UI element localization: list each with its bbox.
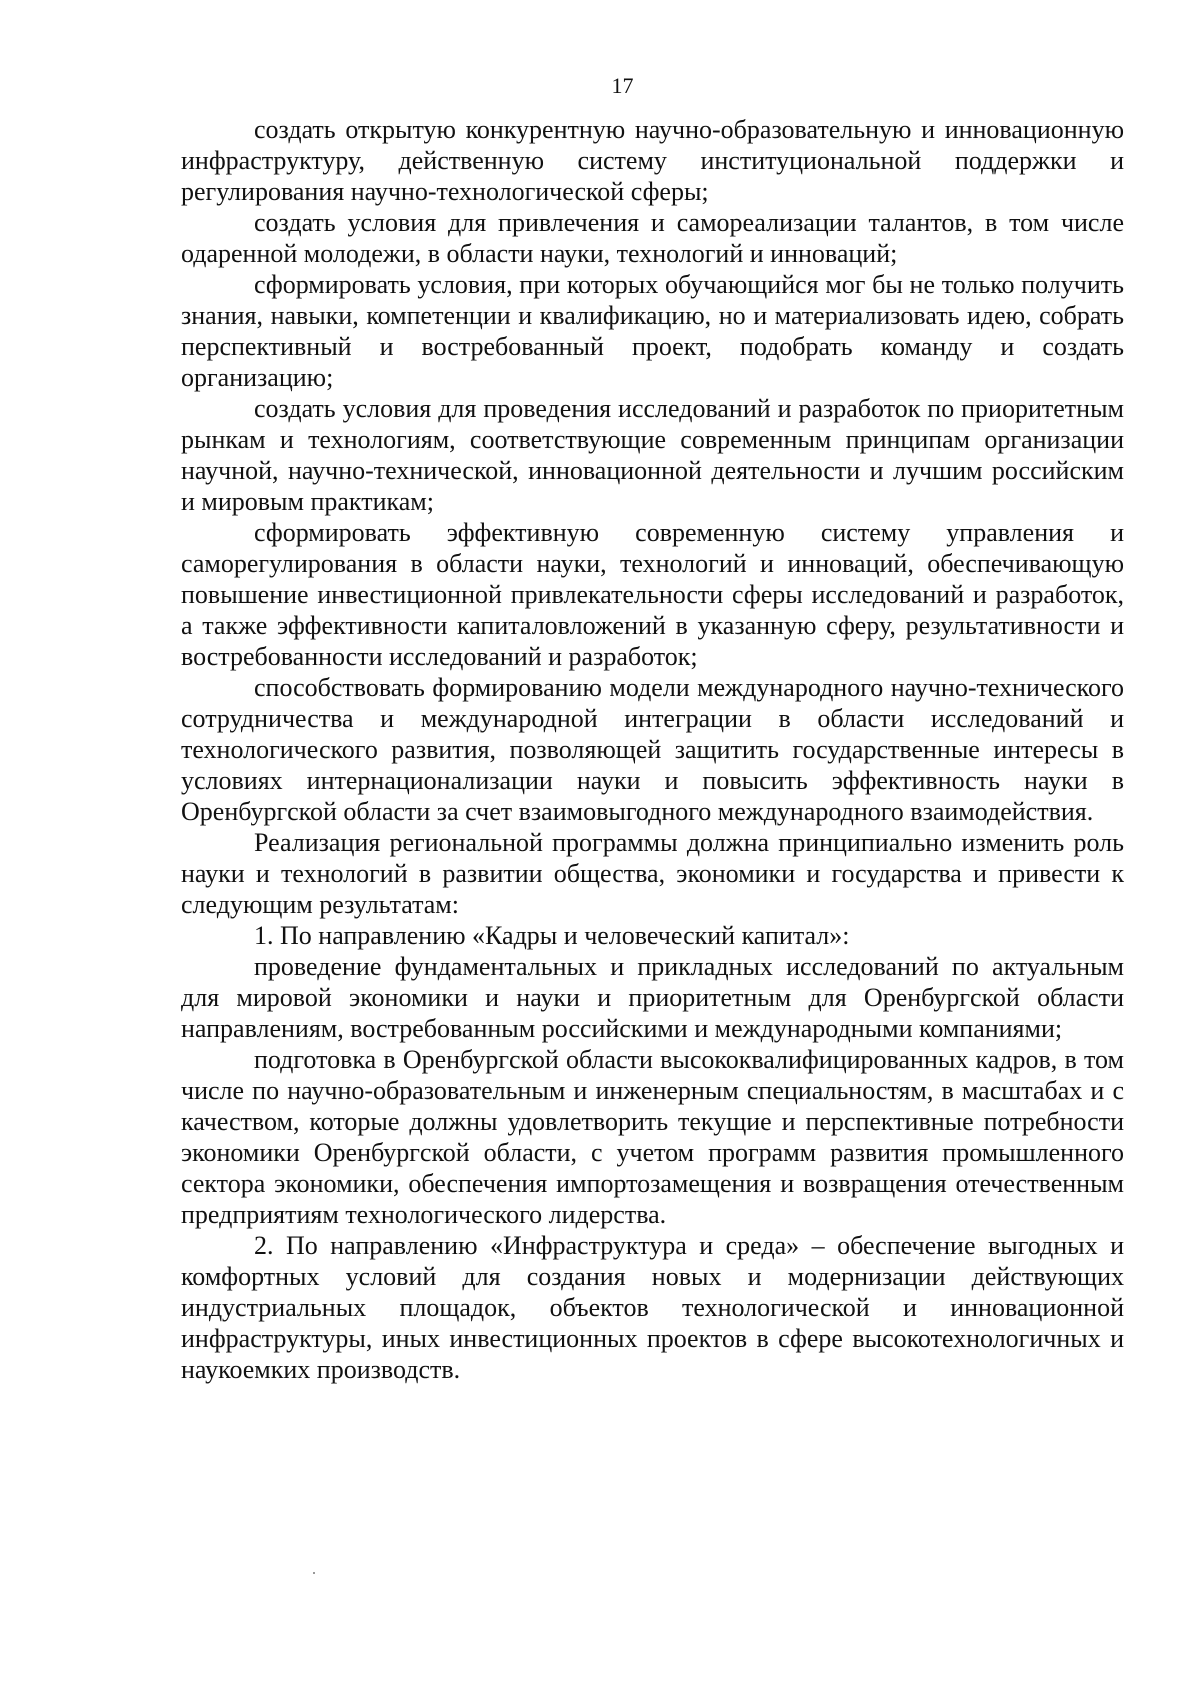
scan-speck <box>313 1572 315 1574</box>
paragraph-goal-talents: создать условия для привлечения и самореализации талантов, в том числе одаренной молодежи, в области науки, технологий и инноваций; <box>181 208 1124 268</box>
document-body <box>181 114 1124 1385</box>
paragraph-goal-research-conditions: создать условия для проведения исследований и разработок по приоритетным рынкам и технологиям, соответствующие современным принципам организации научной, научно-технической, инновационной деятельности и лучшим российским и мировым практикам; <box>181 394 1124 516</box>
page-number: 17 <box>611 73 634 98</box>
paragraph-goal-management-system: сформировать эффективную современную систему управления и саморегулирования в области науки, технологий и инноваций, обеспечивающую повышение инвестиционной привлекательности сферы исследований и разработок, а также эффективности капиталовложений в указанную сферу, результативности и востребованности исследований и разработок; <box>181 518 1124 671</box>
paragraph-program-results-intro: Реализация региональной программы должна принципиально изменить роль науки и технологий в развитии общества, экономики и государства и привести к следующим результатам: <box>181 828 1124 919</box>
paragraph-direction-2-infrastructure: 2. По направлению «Инфраструктура и среда» – обеспечение выгодных и комфортных условий для создания новых и модернизации действующих индустриальных площадок, объектов технологической и инновационной инфраструктуры, иных инвестиционных проектов в сфере высокотехнологичных и наукоемких производств. <box>181 1231 1124 1384</box>
paragraph-goal-learners: сформировать условия, при которых обучающийся мог бы не только получить знания, навыки, компетенции и квалификацию, но и материализовать идею, собрать перспективный и востребованный проект, подобрать команду и создать организацию; <box>181 270 1124 392</box>
paragraph-direction-1-heading: 1. По направлению «Кадры и человеческий капитал»: <box>254 921 850 950</box>
paragraph-goal-international-cooperation: способствовать формированию модели международного научно-технического сотрудничества и международной интеграции в области исследований и технологического развития, позволяющей защитить государственные интересы в условиях интернационализации науки и повысить эффективность науки в Оренбургской области за счет взаимовыгодного международного взаимодействия. <box>181 673 1124 826</box>
paragraph-direction-1-training: подготовка в Оренбургской области высококвалифицированных кадров, в том числе по научно-образовательным и инженерным специальностям, в масштабах и с качеством, которые должны удовлетворить текущие и перспективные потребности экономики Оренбургской области, с учетом программ развития промышленного сектора экономики, обеспечения импортозамещения и возвращения отечественным предприятиям технологического лидерства. <box>181 1045 1124 1229</box>
paragraph-goal-infrastructure: создать открытую конкурентную научно-образовательную и инновационную инфраструктуру, действенную систему институциональной поддержки и регулирования научно-технологической сферы; <box>181 115 1124 206</box>
paragraph-direction-1-research: проведение фундаментальных и прикладных исследований по актуальным для мировой экономики и науки и приоритетным для Оренбургской области направлениям, востребованным российскими и международными компаниями; <box>181 952 1124 1043</box>
